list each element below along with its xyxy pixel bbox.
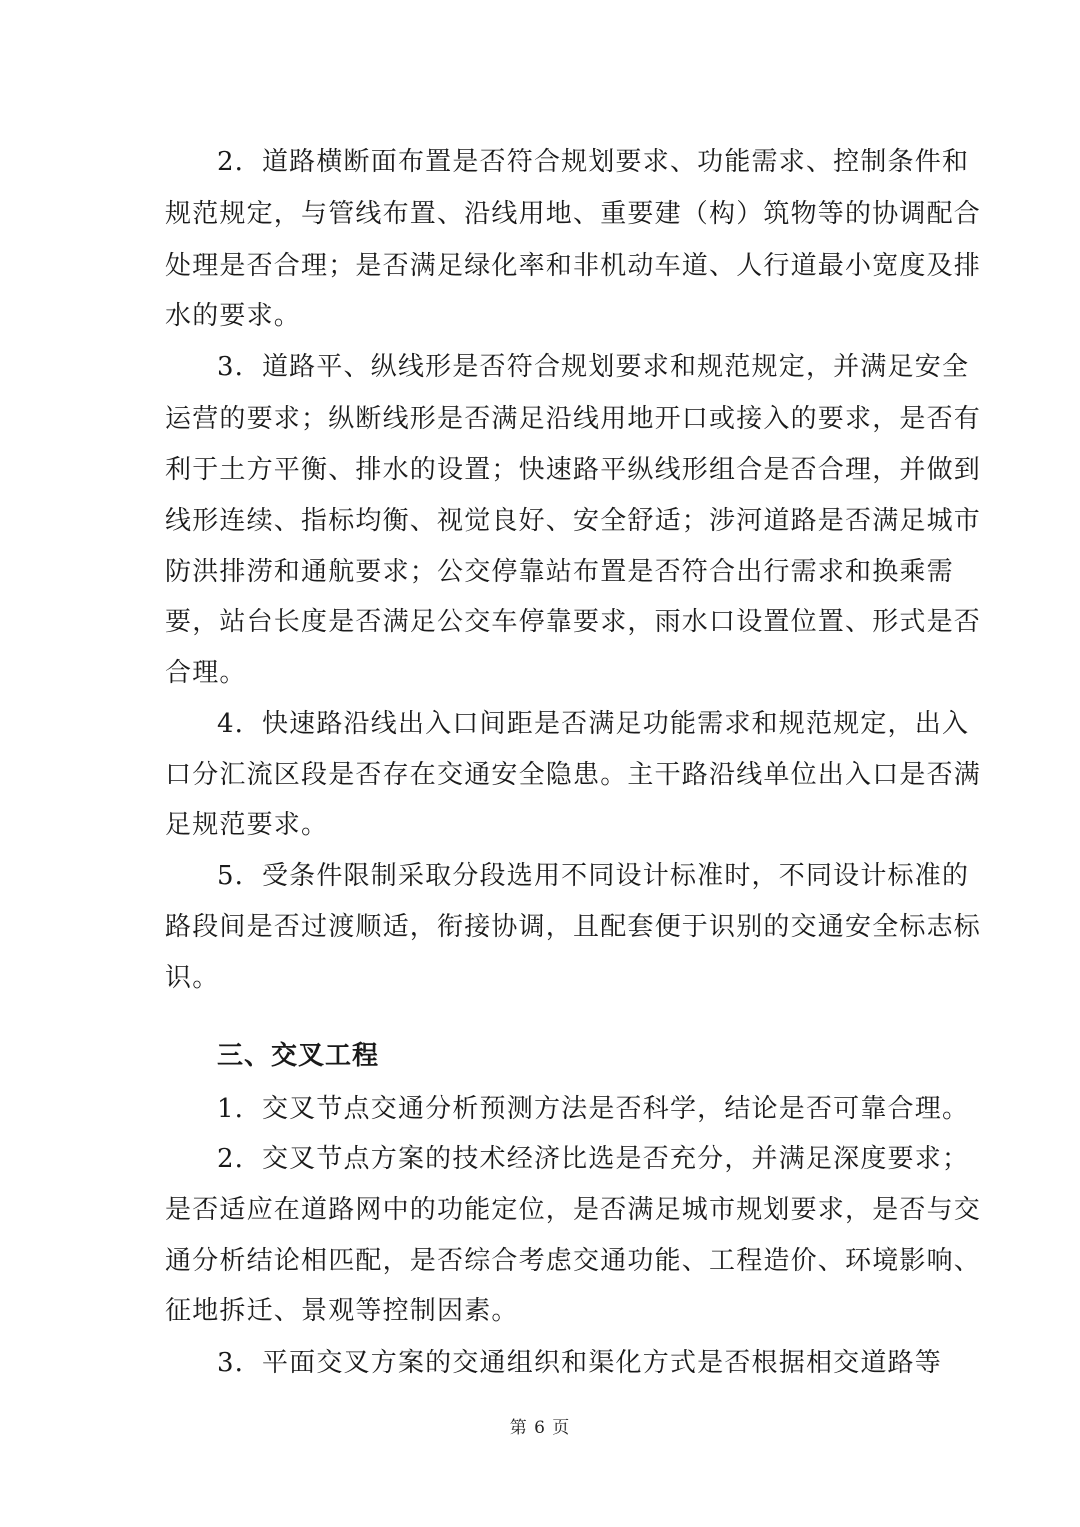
paragraph-3-line-3: 利于土方平衡、排水的设置；快速路平纵线形组合是否合理，并做到 bbox=[165, 455, 982, 485]
paragraph-2-line-1: 2．道路横断面布置是否符合规划要求、功能需求、控制条件和 bbox=[217, 147, 970, 177]
paragraph-3-line-7: 合理。 bbox=[165, 658, 247, 688]
section-item-2-line-2: 是否适应在道路网中的功能定位，是否满足城市规划要求，是否与交 bbox=[165, 1195, 982, 1225]
paragraph-5-line-2: 路段间是否过渡顺适，衔接协调，且配套便于识别的交通安全标志标 bbox=[165, 912, 982, 942]
paragraph-4-line-1: 4．快速路沿线出入口间距是否满足功能需求和规范规定，出入 bbox=[217, 709, 970, 739]
paragraph-3-line-1: 3．道路平、纵线形是否符合规划要求和规范规定，并满足安全 bbox=[217, 352, 970, 382]
paragraph-5-line-3: 识。 bbox=[165, 963, 220, 993]
paragraph-3-line-5: 防洪排涝和通航要求；公交停靠站布置是否符合出行需求和换乘需 bbox=[165, 557, 954, 587]
section-item-3-line-1: 3．平面交叉方案的交通组织和渠化方式是否根据相交道路等 bbox=[217, 1348, 942, 1378]
paragraph-2-line-3: 处理是否合理；是否满足绿化率和非机动车道、人行道最小宽度及排 bbox=[165, 251, 982, 281]
paragraph-2-line-4: 水的要求。 bbox=[165, 301, 302, 331]
section-item-1: 1．交叉节点交通分析预测方法是否科学，结论是否可靠合理。 bbox=[217, 1094, 970, 1124]
paragraph-3-line-4: 线形连续、指标均衡、视觉良好、安全舒适；涉河道路是否满足城市 bbox=[165, 506, 982, 536]
page-number: 第 6 页 bbox=[509, 1418, 571, 1438]
paragraph-4-line-3: 足规范要求。 bbox=[165, 810, 329, 840]
paragraph-3-line-2: 运营的要求；纵断线形是否满足沿线用地开口或接入的要求，是否有 bbox=[165, 404, 982, 434]
section-item-2-line-4: 征地拆迁、景观等控制因素。 bbox=[165, 1296, 519, 1326]
paragraph-3-line-6: 要，站台长度是否满足公交车停靠要求，雨水口设置位置、形式是否 bbox=[165, 607, 982, 637]
section-item-2-line-1: 2．交叉节点方案的技术经济比选是否充分，并满足深度要求； bbox=[217, 1144, 970, 1174]
paragraph-5-line-1: 5．受条件限制采取分段选用不同设计标准时，不同设计标准的 bbox=[217, 861, 970, 891]
section-heading: 三、交叉工程 bbox=[217, 1041, 380, 1071]
paragraph-4-line-2: 口分汇流区段是否存在交通安全隐患。主干路沿线单位出入口是否满 bbox=[165, 760, 982, 790]
paragraph-2-line-2: 规范规定，与管线布置、沿线用地、重要建（构）筑物等的协调配合 bbox=[165, 199, 982, 229]
section-item-2-line-3: 通分析结论相匹配，是否综合考虑交通功能、工程造价、环境影响、 bbox=[165, 1246, 982, 1276]
